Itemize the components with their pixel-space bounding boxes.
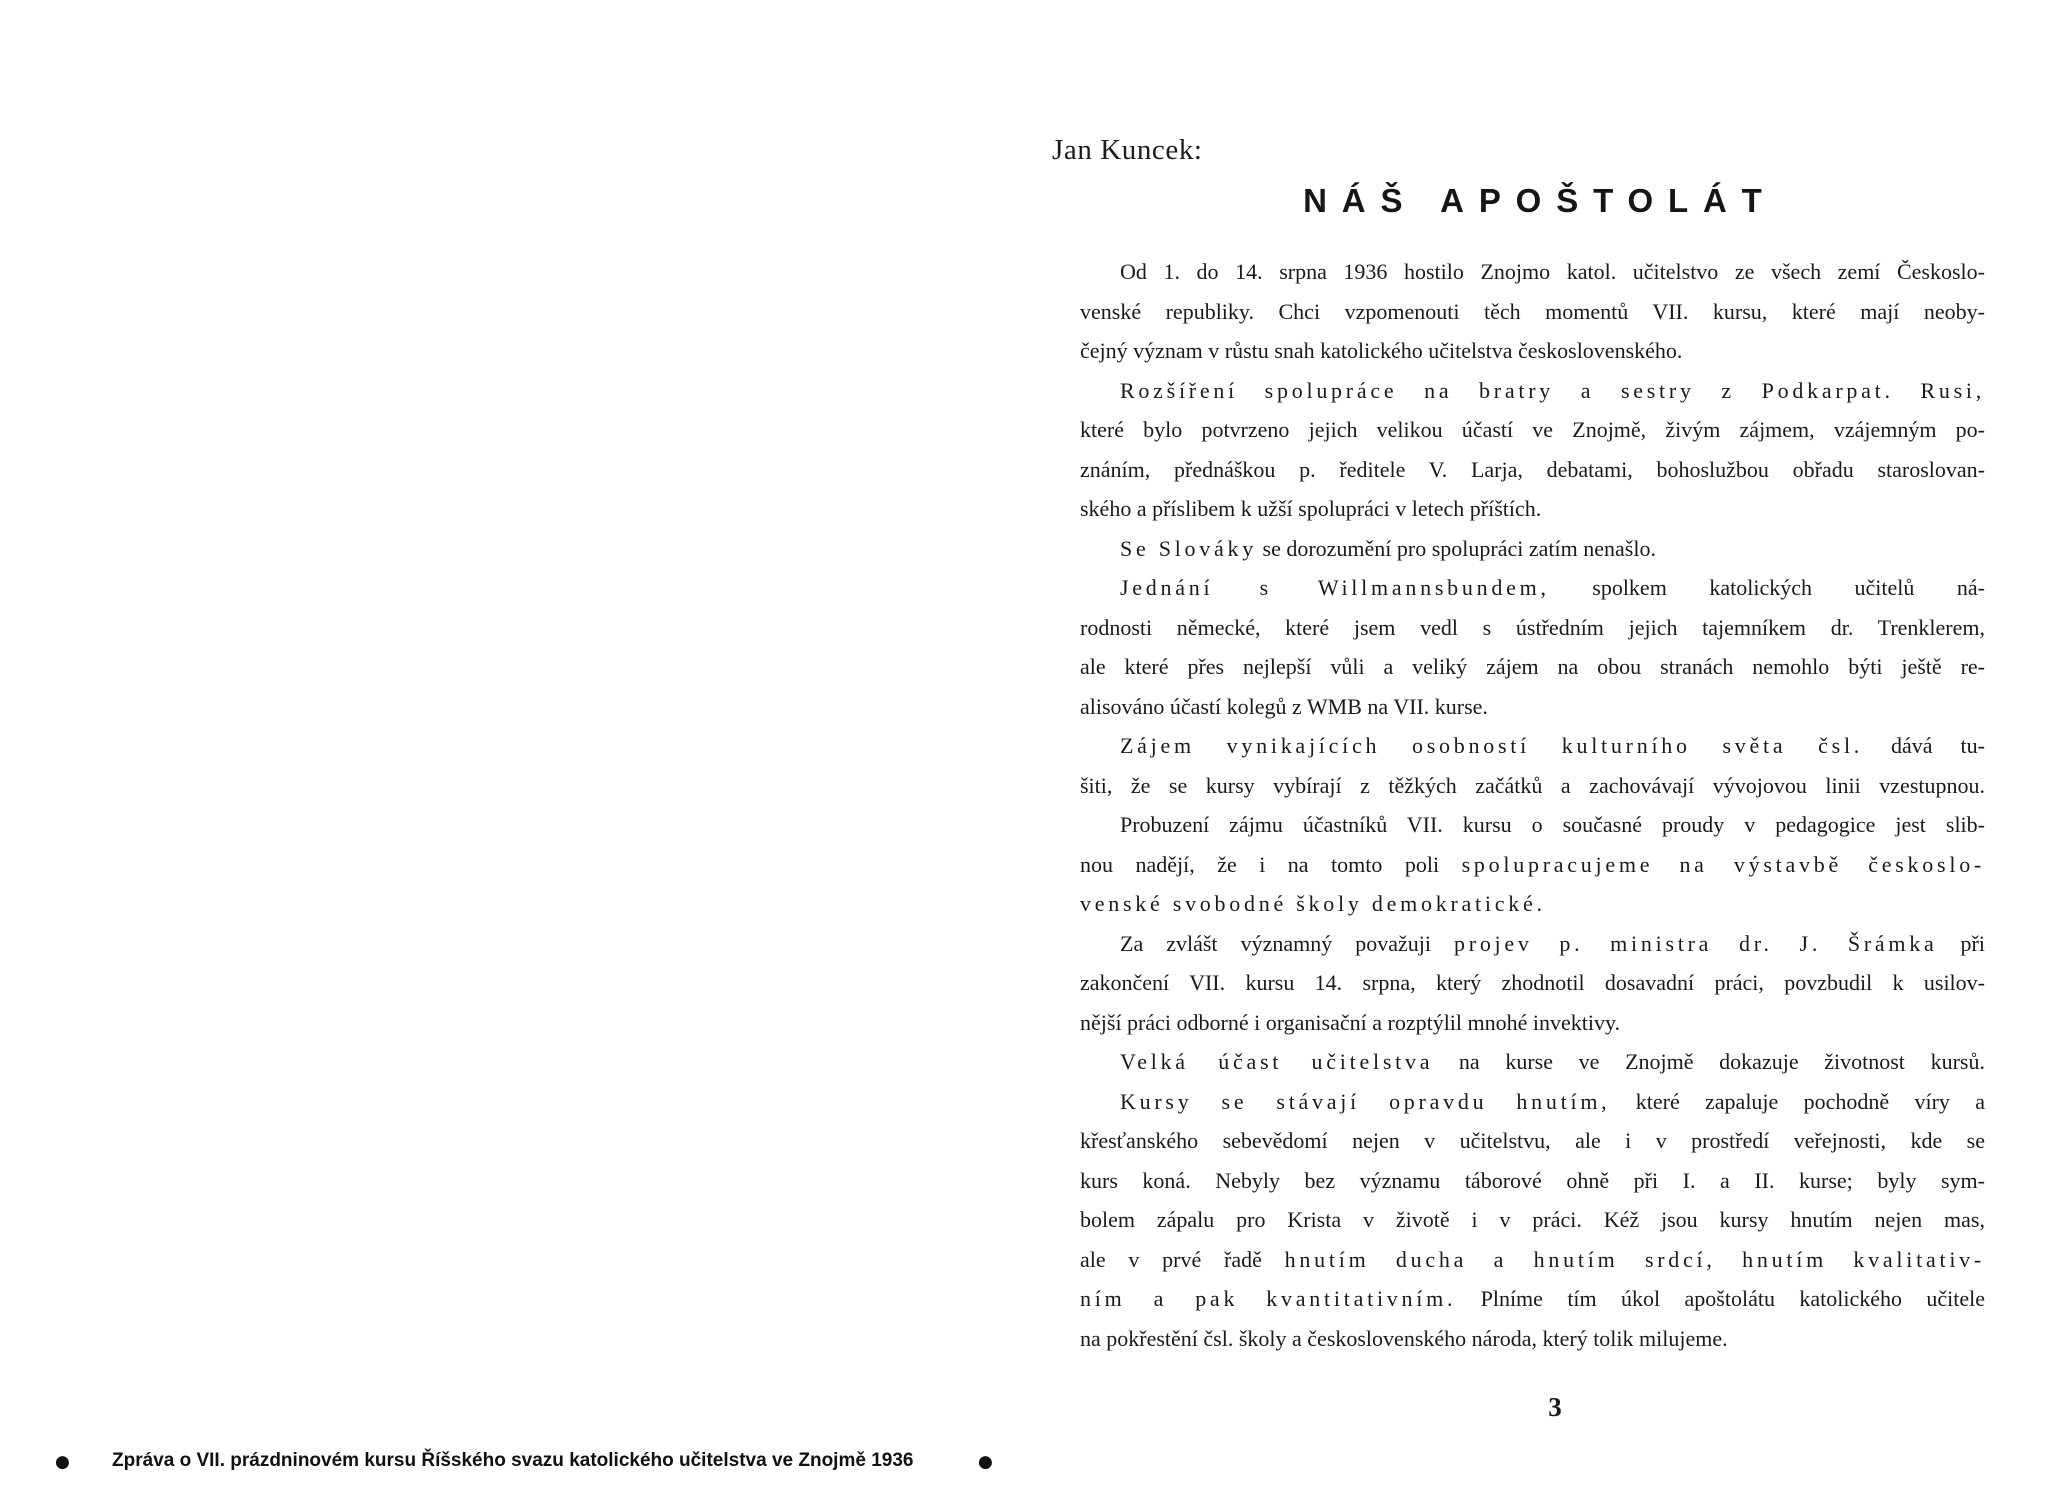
emphasized-text-segment: hnutím ducha a hnutím srdcí, hnutím kvalitativ- — [1284, 1246, 1985, 1272]
text-segment: na pokřestění čsl. školy a československého národa, který tolik milujeme. — [1080, 1325, 1728, 1351]
text-line — [1080, 1003, 1985, 1043]
text-line — [1080, 726, 1985, 766]
footer-right-bullet-icon: ● — [978, 1452, 993, 1472]
text-segment: šiti, že se kursy vybírají z těžkých začátků a zachovávají vývojovou linii vzestupnou. — [1080, 772, 1985, 798]
emphasized-text-segment: Velká účast učitelstva — [1120, 1049, 1434, 1074]
text-segment: čejný význam v růstu snah katolického učitelstva československého. — [1080, 338, 1683, 363]
article-body — [1080, 252, 1985, 1358]
text-line — [1080, 1240, 1985, 1280]
text-line — [1080, 1082, 1985, 1122]
text-line — [1080, 568, 1985, 608]
text-segment: Probuzení zájmu účastníků VII. kursu o současné proudy v pedagogice jest slib- — [1120, 812, 1985, 837]
text-line — [1080, 1319, 1985, 1359]
text-line — [1080, 489, 1985, 529]
text-line — [1080, 450, 1985, 490]
text-line — [1080, 647, 1985, 687]
emphasized-text-segment: Se Slováky — [1120, 535, 1258, 561]
text-line — [1080, 331, 1985, 371]
text-segment: nou nadějí, že i na tomto poli — [1080, 851, 1462, 877]
text-segment: zakončení VII. kursu 14. srpna, který zhodnotil dosavadní práci, povzbudil k usilov- — [1080, 970, 1985, 995]
text-segment: znáním, přednáškou p. ředitele V. Larja, debatami, bohoslužbou obřadu staroslovan- — [1080, 456, 1985, 482]
emphasized-text-segment: Rozšíření spolupráce na bratry a sestry z Podkarpat. Rusi, — [1120, 377, 1985, 403]
text-line — [1080, 884, 1985, 924]
text-line — [1080, 963, 1985, 1003]
emphasized-text-segment: venské svobodné školy demokratické. — [1080, 891, 1546, 916]
emphasized-text-segment: spolupracujeme na výstavbě českoslo- — [1461, 851, 1985, 877]
text-segment: které zapaluje pochodně víry a — [1610, 1088, 1986, 1114]
text-segment: ale které přes nejlepší vůli a veliký zájem na obou stranách nemohlo býti ještě re- — [1080, 654, 1985, 679]
page-title: NÁŠ APOŠTOLÁT — [1303, 182, 1777, 219]
footer-caption-row — [0, 1450, 1040, 1490]
text-segment: na kurse ve Znojmě dokazuje životnost kursů. — [1433, 1049, 1985, 1074]
footer-left-bullet-icon: ● — [55, 1452, 70, 1472]
text-line — [1080, 1121, 1985, 1161]
text-segment: se dorozumění pro spolupráci zatím nenašlo. — [1257, 535, 1656, 561]
text-segment: při — [1937, 930, 1985, 956]
text-segment: venské republiky. Chci vzpomenouti těch momentů VII. kursu, které mají neoby- — [1080, 298, 1985, 324]
text-line — [1080, 1279, 1985, 1319]
text-line — [1080, 687, 1985, 727]
text-segment: nější práci odborné i organisační a rozptýlil mnohé invektivy. — [1080, 1009, 1621, 1035]
text-line — [1080, 845, 1985, 885]
text-segment: ského a příslibem k užší spolupráci v letech příštích. — [1080, 496, 1542, 521]
text-segment: alisováno účastí kolegů z WMB na VII. kurse. — [1080, 693, 1488, 719]
text-segment: spolkem katolických učitelů ná- — [1549, 575, 1985, 600]
text-segment: bolem zápalu pro Krista v životě i v práci. Kéž jsou kursy hnutím nejen mas, — [1080, 1207, 1985, 1232]
emphasized-text-segment: Kursy se stávají opravdu hnutím, — [1120, 1088, 1611, 1114]
text-segment: Od 1. do 14. srpna 1936 hostilo Znojmo katol. učitelstvo ze všech zemí Českoslo- — [1120, 259, 1985, 284]
text-segment: křesťanského sebevědomí nejen v učitelstvu, ale i v prostředí veřejnosti, kde se — [1080, 1128, 1985, 1153]
text-line — [1080, 924, 1985, 964]
text-line — [1080, 529, 1985, 569]
text-segment: dává tu- — [1863, 733, 1985, 758]
text-segment: rodnosti německé, které jsem vedl s ústředním jejich tajemníkem dr. Trenklerem, — [1080, 614, 1985, 640]
text-segment: které bylo potvrzeno jejich velikou účastí ve Znojmě, živým zájmem, vzájemným po- — [1080, 417, 1985, 442]
text-line — [1080, 371, 1985, 411]
text-segment: Plníme tím úkol apoštolátu katolického učitele — [1456, 1286, 1985, 1311]
footer-caption: Zpráva o VII. prázdninovém kursu Říšského svazu katolického učitelstva ve Znojmě 1936 — [112, 1450, 914, 1471]
page-number: 3 — [1548, 1392, 1562, 1422]
text-segment: Za zvlášt významný považuji — [1120, 930, 1455, 956]
emphasized-text-segment: ním a pak kvantitativním. — [1080, 1286, 1457, 1311]
text-segment: ale v prvé řadě — [1080, 1246, 1285, 1272]
text-line — [1080, 766, 1985, 806]
text-line — [1080, 1200, 1985, 1240]
text-line — [1080, 608, 1985, 648]
emphasized-text-segment: projev p. ministra dr. J. Šrámka — [1454, 930, 1938, 956]
text-line — [1080, 410, 1985, 450]
text-line — [1080, 805, 1985, 845]
emphasized-text-segment: Jednání s Willmannsbundem, — [1120, 575, 1550, 600]
text-line — [1080, 252, 1985, 292]
author-byline: Jan Kuncek: — [1052, 134, 1203, 166]
text-line — [1080, 292, 1985, 332]
text-line — [1080, 1161, 1985, 1201]
text-segment: kurs koná. Nebyly bez významu táborové ohně při I. a II. kurse; byly sym- — [1080, 1167, 1985, 1193]
emphasized-text-segment: Zájem vynikajících osobností kulturního světa čsl. — [1120, 733, 1864, 758]
text-line — [1080, 1042, 1985, 1082]
